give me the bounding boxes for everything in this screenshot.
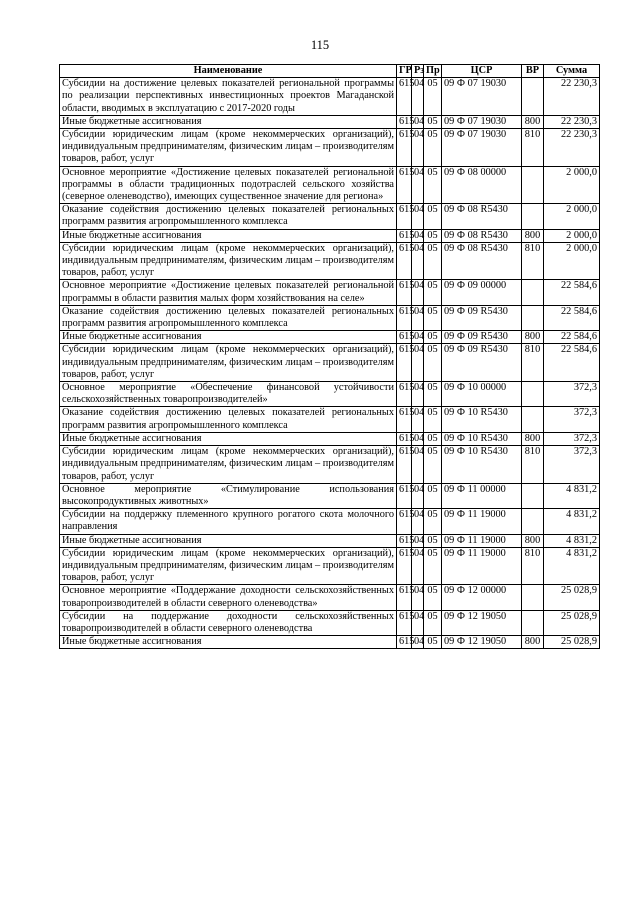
cell-pr: 05 [424, 610, 442, 635]
cell-csr: 09 Ф 10 00000 [442, 382, 522, 407]
page-number: 115 [310, 38, 330, 52]
cell-csr: 09 Ф 08 R5430 [442, 229, 522, 242]
cell-vr: 800 [522, 534, 544, 547]
cell-sum: 4 831,2 [544, 547, 600, 585]
cell-gr: 615 [397, 331, 412, 344]
cell-name: Иные бюджетные ассигнования [60, 229, 397, 242]
cell-gr: 615 [397, 166, 412, 204]
cell-csr: 09 Ф 11 19000 [442, 509, 522, 534]
cell-pr: 05 [424, 331, 442, 344]
cell-sum: 2 000,0 [544, 229, 600, 242]
cell-name: Оказание содействия достижению целевых показателей региональных программ развития агропромышленного комплекса [60, 407, 397, 432]
cell-vr [522, 509, 544, 534]
cell-gr: 615 [397, 204, 412, 229]
cell-rz: 04 [412, 229, 424, 242]
table-row [60, 229, 600, 242]
cell-rz: 04 [412, 636, 424, 649]
cell-gr: 615 [397, 344, 412, 382]
cell-csr: 09 Ф 08 R5430 [442, 242, 522, 280]
cell-vr: 810 [522, 344, 544, 382]
cell-name: Оказание содействия достижению целевых показателей региональных программ развития агропромышленного комплекса [60, 305, 397, 330]
cell-csr: 09 Ф 09 R5430 [442, 331, 522, 344]
cell-gr: 615 [397, 242, 412, 280]
cell-gr: 615 [397, 305, 412, 330]
cell-pr: 05 [424, 483, 442, 508]
cell-vr: 810 [522, 446, 544, 484]
header-vr: ВР [522, 65, 544, 78]
cell-csr: 09 Ф 07 19030 [442, 78, 522, 116]
cell-sum: 22 230,3 [544, 129, 600, 167]
cell-rz: 04 [412, 204, 424, 229]
cell-vr [522, 78, 544, 116]
cell-rz: 04 [412, 610, 424, 635]
cell-csr: 09 Ф 09 R5430 [442, 344, 522, 382]
cell-csr: 09 Ф 12 19050 [442, 636, 522, 649]
cell-rz: 04 [412, 407, 424, 432]
cell-sum: 4 831,2 [544, 534, 600, 547]
cell-pr: 05 [424, 204, 442, 229]
cell-gr: 615 [397, 534, 412, 547]
table-row [60, 534, 600, 547]
cell-gr: 615 [397, 129, 412, 167]
cell-sum: 22 584,6 [544, 331, 600, 344]
cell-rz: 04 [412, 547, 424, 585]
cell-rz: 04 [412, 331, 424, 344]
cell-sum: 4 831,2 [544, 509, 600, 534]
cell-sum: 25 028,9 [544, 636, 600, 649]
cell-sum: 2 000,0 [544, 166, 600, 204]
cell-rz: 04 [412, 344, 424, 382]
cell-pr: 05 [424, 382, 442, 407]
cell-rz: 04 [412, 585, 424, 610]
cell-pr: 05 [424, 636, 442, 649]
table-row [60, 509, 600, 534]
cell-csr: 09 Ф 12 00000 [442, 585, 522, 610]
table-header-row [60, 65, 600, 78]
table-row [60, 407, 600, 432]
cell-rz: 04 [412, 432, 424, 445]
cell-rz: 04 [412, 280, 424, 305]
cell-vr [522, 407, 544, 432]
table-body [60, 78, 600, 649]
cell-vr [522, 483, 544, 508]
cell-name: Субсидии юридическим лицам (кроме некоммерческих организаций), индивидуальным предпринимателям, физическим лицам – производителям товаров, работ, услуг [60, 129, 397, 167]
cell-sum: 22 230,3 [544, 78, 600, 116]
table-row [60, 115, 600, 128]
cell-name: Иные бюджетные ассигнования [60, 636, 397, 649]
table-row [60, 166, 600, 204]
cell-pr: 05 [424, 534, 442, 547]
table-row [60, 483, 600, 508]
cell-name: Субсидии юридическим лицам (кроме некоммерческих организаций), индивидуальным предпринимателям, физическим лицам – производителям товаров, работ, услуг [60, 242, 397, 280]
cell-pr: 05 [424, 547, 442, 585]
cell-csr: 09 Ф 07 19030 [442, 129, 522, 167]
table-row [60, 636, 600, 649]
cell-rz: 04 [412, 242, 424, 280]
cell-name: Иные бюджетные ассигнования [60, 331, 397, 344]
cell-name: Субсидии на поддержание доходности сельскохозяйственных товаропроизводителей в области северного оленеводства [60, 610, 397, 635]
cell-sum: 22 584,6 [544, 280, 600, 305]
cell-name: Основное мероприятие «Достижение целевых показателей региональной программы в области развития малых форм хозяйствования на селе» [60, 280, 397, 305]
cell-gr: 615 [397, 509, 412, 534]
cell-pr: 05 [424, 305, 442, 330]
cell-rz: 04 [412, 446, 424, 484]
cell-gr: 615 [397, 432, 412, 445]
cell-csr: 09 Ф 08 00000 [442, 166, 522, 204]
header-gr: ГР [397, 65, 412, 78]
cell-gr: 615 [397, 585, 412, 610]
cell-pr: 05 [424, 280, 442, 305]
cell-name: Иные бюджетные ассигнования [60, 115, 397, 128]
cell-gr: 615 [397, 280, 412, 305]
cell-vr: 810 [522, 242, 544, 280]
cell-rz: 04 [412, 534, 424, 547]
cell-rz: 04 [412, 129, 424, 167]
cell-pr: 05 [424, 78, 442, 116]
cell-name: Субсидии юридическим лицам (кроме некоммерческих организаций), индивидуальным предпринимателям, физическим лицам – производителям товаров, работ, услуг [60, 446, 397, 484]
cell-sum: 372,3 [544, 407, 600, 432]
cell-vr: 800 [522, 331, 544, 344]
table-row [60, 305, 600, 330]
cell-name: Основное мероприятие «Стимулирование использования высокопродуктивных животных» [60, 483, 397, 508]
cell-sum: 372,3 [544, 382, 600, 407]
table-row [60, 331, 600, 344]
header-csr: ЦСР [442, 65, 522, 78]
cell-gr: 615 [397, 636, 412, 649]
cell-name: Иные бюджетные ассигнования [60, 432, 397, 445]
cell-csr: 09 Ф 12 19050 [442, 610, 522, 635]
budget-table [59, 64, 600, 649]
cell-sum: 22 584,6 [544, 344, 600, 382]
cell-csr: 09 Ф 09 00000 [442, 280, 522, 305]
cell-sum: 22 584,6 [544, 305, 600, 330]
cell-name: Основное мероприятие «Поддержание доходности сельскохозяйственных товаропроизводителей в области северного оленеводства» [60, 585, 397, 610]
cell-rz: 04 [412, 305, 424, 330]
cell-sum: 2 000,0 [544, 242, 600, 280]
cell-sum: 4 831,2 [544, 483, 600, 508]
cell-csr: 09 Ф 10 R5430 [442, 407, 522, 432]
cell-name: Основное мероприятие «Достижение целевых показателей региональной программы в области традиционных подотраслей сельского хозяйства (северное оленеводство), имеющих существенное значение для региона» [60, 166, 397, 204]
cell-csr: 09 Ф 10 R5430 [442, 446, 522, 484]
cell-pr: 05 [424, 344, 442, 382]
cell-vr [522, 585, 544, 610]
cell-csr: 09 Ф 07 19030 [442, 115, 522, 128]
cell-csr: 09 Ф 11 19000 [442, 534, 522, 547]
cell-vr: 800 [522, 229, 544, 242]
cell-rz: 04 [412, 483, 424, 508]
cell-csr: 09 Ф 11 00000 [442, 483, 522, 508]
cell-pr: 05 [424, 242, 442, 280]
cell-sum: 372,3 [544, 446, 600, 484]
cell-name: Субсидии юридическим лицам (кроме некоммерческих организаций), индивидуальным предпринимателям, физическим лицам – производителям товаров, работ, услуг [60, 547, 397, 585]
table-row [60, 344, 600, 382]
cell-name: Субсидии на поддержку племенного крупного рогатого скота молочного направления [60, 509, 397, 534]
cell-sum: 22 230,3 [544, 115, 600, 128]
cell-gr: 615 [397, 547, 412, 585]
header-rz: Рз [412, 65, 424, 78]
table-row [60, 432, 600, 445]
cell-gr: 615 [397, 115, 412, 128]
cell-csr: 09 Ф 09 R5430 [442, 305, 522, 330]
cell-csr: 09 Ф 08 R5430 [442, 204, 522, 229]
cell-pr: 05 [424, 407, 442, 432]
cell-sum: 25 028,9 [544, 610, 600, 635]
cell-csr: 09 Ф 11 19000 [442, 547, 522, 585]
table-row [60, 382, 600, 407]
cell-gr: 615 [397, 78, 412, 116]
cell-vr: 800 [522, 636, 544, 649]
cell-sum: 2 000,0 [544, 204, 600, 229]
cell-name: Оказание содействия достижению целевых показателей региональных программ развития агропромышленного комплекса [60, 204, 397, 229]
cell-vr [522, 382, 544, 407]
cell-rz: 04 [412, 509, 424, 534]
table-row [60, 204, 600, 229]
cell-name: Субсидии на достижение целевых показателей региональной программы по реализации перспективных инвестиционных проектов Магаданской области, вводимых в эксплуатацию с 2017-2020 годы [60, 78, 397, 116]
cell-rz: 04 [412, 382, 424, 407]
cell-pr: 05 [424, 166, 442, 204]
table-row [60, 446, 600, 484]
cell-gr: 615 [397, 382, 412, 407]
cell-gr: 615 [397, 407, 412, 432]
cell-gr: 615 [397, 229, 412, 242]
cell-pr: 05 [424, 432, 442, 445]
header-name: Наименование [60, 65, 397, 78]
table-row [60, 242, 600, 280]
cell-vr [522, 610, 544, 635]
cell-sum: 25 028,9 [544, 585, 600, 610]
cell-vr [522, 305, 544, 330]
cell-pr: 05 [424, 585, 442, 610]
cell-name: Субсидии юридическим лицам (кроме некоммерческих организаций), индивидуальным предпринимателям, физическим лицам – производителям товаров, работ, услуг [60, 344, 397, 382]
cell-rz: 04 [412, 166, 424, 204]
cell-pr: 05 [424, 509, 442, 534]
table-row [60, 610, 600, 635]
header-pr: Пр [424, 65, 442, 78]
cell-vr: 800 [522, 115, 544, 128]
cell-gr: 615 [397, 483, 412, 508]
table-row [60, 129, 600, 167]
table-row [60, 585, 600, 610]
cell-pr: 05 [424, 229, 442, 242]
cell-name: Иные бюджетные ассигнования [60, 534, 397, 547]
table-row [60, 280, 600, 305]
cell-gr: 615 [397, 610, 412, 635]
cell-vr: 800 [522, 432, 544, 445]
cell-csr: 09 Ф 10 R5430 [442, 432, 522, 445]
cell-sum: 372,3 [544, 432, 600, 445]
cell-pr: 05 [424, 446, 442, 484]
cell-vr: 810 [522, 547, 544, 585]
table-row [60, 547, 600, 585]
cell-pr: 05 [424, 129, 442, 167]
cell-vr [522, 280, 544, 305]
header-sum: Сумма [544, 65, 600, 78]
cell-name: Основное мероприятие «Обеспечение финансовой устойчивости сельскохозяйственных товаропроизводителей» [60, 382, 397, 407]
cell-vr [522, 204, 544, 229]
cell-rz: 04 [412, 78, 424, 116]
cell-vr [522, 166, 544, 204]
table-row [60, 78, 600, 116]
cell-gr: 615 [397, 446, 412, 484]
cell-rz: 04 [412, 115, 424, 128]
cell-pr: 05 [424, 115, 442, 128]
cell-vr: 810 [522, 129, 544, 167]
